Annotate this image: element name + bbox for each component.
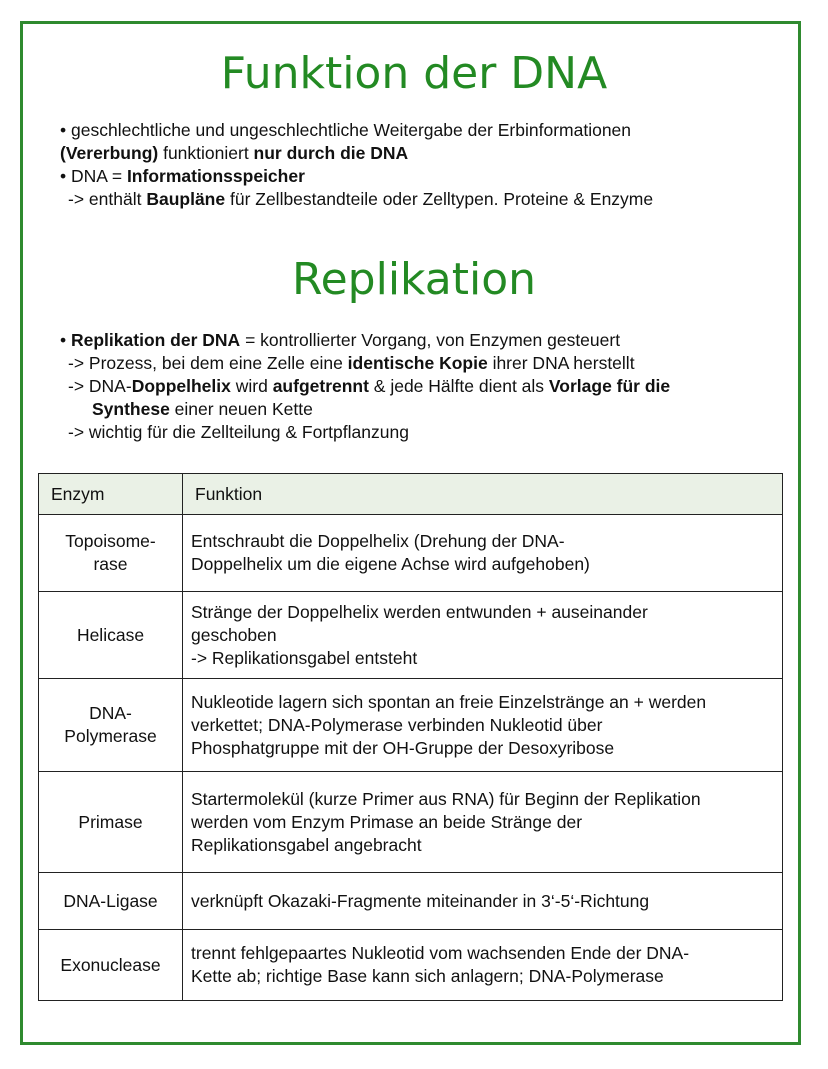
enzyme-cell: DNA- Polymerase — [39, 679, 183, 772]
table-row — [39, 930, 783, 1001]
table-row — [39, 873, 783, 930]
table-row — [39, 515, 783, 592]
enzyme-cell: Topoisome- rase — [39, 515, 183, 592]
enzyme-table — [38, 473, 783, 1001]
function-cell: Startermolekül (kurze Primer aus RNA) für Beginn der Replikation werden vom Enzym Primase an beide Stränge der Replikationsgabel angebracht — [183, 772, 783, 873]
section1-line4: -> enthält Baupläne für Zellbestandteile oder Zelltypen. Proteine & Enzyme — [68, 189, 654, 209]
function-cell: Entschraubt die Doppelhelix (Drehung der DNA- Doppelhelix um die eigene Achse wird aufgehoben) — [183, 515, 783, 592]
title-funktion: Funktion der DNA — [220, 48, 608, 99]
section2-line2: -> Prozess, bei dem eine Zelle eine identische Kopie ihrer DNA herstellt — [68, 353, 635, 373]
table-row — [39, 592, 783, 679]
section1-line2: (Vererbung) funktioniert nur durch die DNA — [60, 143, 409, 163]
section2-line4: Synthese einer neuen Kette — [92, 399, 313, 419]
enzyme-cell: Exonuclease — [39, 930, 183, 1001]
header-function: Funktion — [183, 474, 783, 515]
section2-line5: -> wichtig für die Zellteilung & Fortpflanzung — [68, 422, 409, 442]
enzyme-cell: Primase — [39, 772, 183, 873]
table-row — [39, 679, 783, 772]
section2-line3: -> DNA-Doppelhelix wird aufgetrennt & jede Hälfte dient als Vorlage für die — [68, 376, 671, 396]
function-cell: Nukleotide lagern sich spontan an freie Einzelstränge an + werden verkettet; DNA-Polymerase verbinden Nukleotid über Phosphatgruppe mit der OH-Gruppe der Desoxyribose — [183, 679, 783, 772]
function-cell: verknüpft Okazaki-Fragmente miteinander in 3‘-5‘-Richtung — [183, 873, 783, 930]
function-cell: Stränge der Doppelhelix werden entwunden + auseinander geschoben -> Replikationsgabel entsteht — [183, 592, 783, 679]
enzyme-cell: DNA-Ligase — [39, 873, 183, 930]
title-replikation: Replikation — [292, 254, 536, 305]
section1-line1: • geschlechtliche und ungeschlechtliche Weitergabe der Erbinformationen — [60, 120, 632, 140]
section1-line3: • DNA = Informationsspeicher — [60, 166, 305, 186]
function-cell: trennt fehlgepaartes Nukleotid vom wachsenden Ende der DNA- Kette ab; richtige Base kann sich anlagern; DNA-Polymerase — [183, 930, 783, 1001]
section2-line1: • Replikation der DNA = kontrollierter Vorgang, von Enzymen gesteuert — [60, 330, 621, 350]
header-enzyme: Enzym — [39, 474, 183, 515]
table-row — [39, 772, 783, 873]
enzyme-cell: Helicase — [39, 592, 183, 679]
table-header-row — [39, 474, 783, 515]
